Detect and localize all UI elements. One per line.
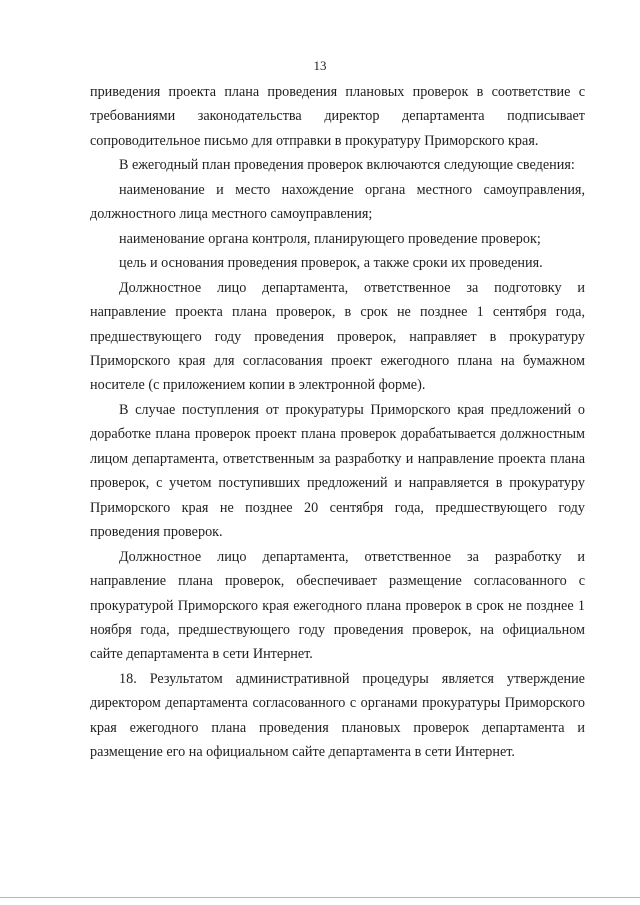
list-item-purpose-terms: цель и основания проведения проверок, а также сроки их проведения. — [119, 255, 543, 272]
page-number: 13 — [313, 58, 327, 73]
paragraph-plan-contents-intro: В ежегодный план проведения проверок включаются следующие сведения: — [119, 157, 575, 174]
bottom-divider — [0, 897, 640, 898]
paragraph-result-18: 18. Результатом административной процедуры является утверждение директором департамента согласованного с органами прокуратуры Приморского края ежегодного плана проведения плановых проверок департамента и размещение его на официальном сайте департамента в сети Интернет. — [90, 670, 585, 761]
paragraph-official-submission: Должностное лицо департамента, ответственное за подготовку и направление проекта плана проверок, в срок не позднее 1 сентября года, предшествующего году проведения проверок, направляет в прокуратуру Приморского края для согласования проект ежегодного плана на бумажном носителе (с приложением копии в электронной форме). — [90, 279, 585, 394]
list-item-control-body: наименование органа контроля, планирующего проведение проверок; — [119, 230, 541, 247]
paragraph-publication: Должностное лицо департамента, ответственное за разработку и направление плана проверок, обеспечивает размещение согласованного с прокуратурой Приморского края ежегодного плана проверок в срок не позднее 1 ноября года, предшествующего году проведения проверок, на официальном сайте департамента в сети Интернет. — [90, 548, 585, 663]
paragraph-prosecutor-proposals: В случае поступления от прокуратуры Приморского края предложений о доработке плана проверок проект плана проверок дорабатывается должностным лицом департамента, ответственным за разработку и направление проекта плана проверок, с учетом поступивших предложений и направляется в прокуратуру Приморского края не позднее 20 сентября года, предшествующего году проведения проверок. — [90, 401, 585, 541]
document-body — [90, 80, 585, 765]
list-item-name-location: наименование и место нахождение органа местного самоуправления, должностного лица местного самоуправления; — [90, 181, 585, 223]
paragraph-continuation: приведения проекта плана проведения плановых проверок в соответствие с требованиями законодательства директор департамента подписывает сопроводительное письмо для отправки в прокуратуру Приморского края. — [90, 84, 585, 149]
